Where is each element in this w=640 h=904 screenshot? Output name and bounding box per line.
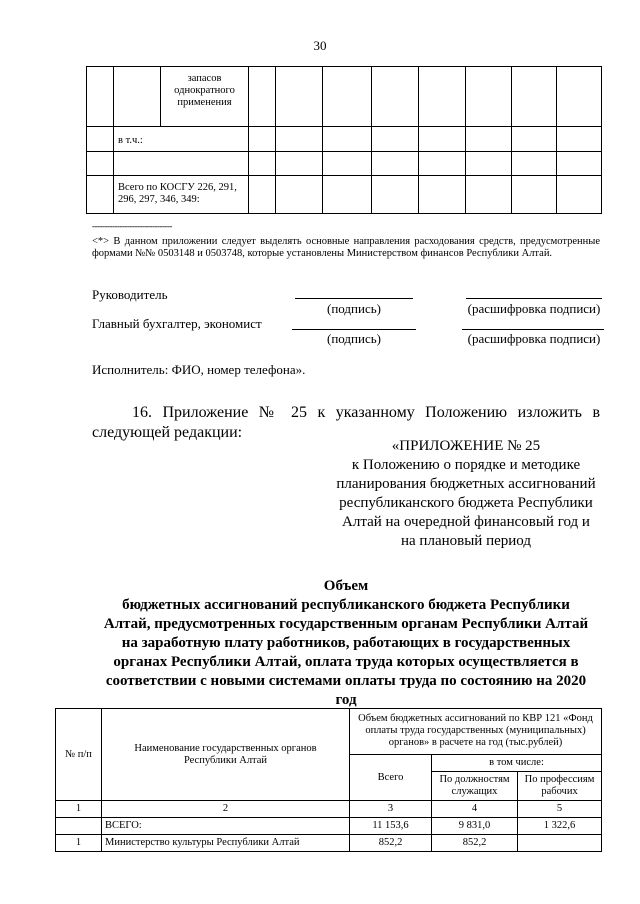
table-row: 1 Министерство культуры Республики Алтай 852,2 852,2 xyxy=(56,835,602,852)
head-signature-line xyxy=(295,298,413,299)
table-row xyxy=(87,152,602,176)
heading-title: Объем xyxy=(323,578,369,594)
header-num: № п/п xyxy=(56,709,102,801)
table-row xyxy=(87,127,602,152)
paragraph-line-1: 16. Приложение № 25 к указанному Положению изложить в xyxy=(132,404,600,421)
header-volume: Объем бюджетных ассигнований по КВР 121 «Фонд оплаты труда государственных (муниципальных) органов» в расчете на год (тыс.рублей) xyxy=(350,709,602,755)
table-header-row xyxy=(56,709,602,755)
head-decoding-line xyxy=(466,298,602,299)
column-number-row: 1 2 3 4 5 xyxy=(56,801,602,818)
page-number: 30 xyxy=(313,38,327,53)
footnote-separator: -------------------------------- xyxy=(92,221,172,231)
row-subitem: запасов однократного применения xyxy=(161,67,249,127)
table-row xyxy=(87,176,602,214)
head-decoding-caption: (расшифровка подписи) xyxy=(467,301,601,316)
document-heading: Объем бюджетных ассигнований республиканского бюджета Республики Алтай, предусмотренных государственным органам Республики Алтай на заработную плату работников, работающих в государственных органах Республики Алтай, оплата труда которых осуществляется в соответствии с новыми системами оплаты труда по состоянию на 2020 год xyxy=(92,577,600,710)
continuation-table xyxy=(86,66,602,214)
allocations-table xyxy=(55,708,602,852)
row-total-label: Всего по КОСГУ 226, 291, 296, 297, 346, 349: xyxy=(114,176,249,214)
header-name: Наименование государственных органов Республики Алтай xyxy=(102,709,350,801)
header-including: в том числе: xyxy=(432,755,602,772)
row-label: в т.ч.: xyxy=(114,127,249,152)
header-positions: По должностям служащих xyxy=(432,772,518,801)
executor-line: Исполнитель: ФИО, номер телефона». xyxy=(92,362,306,377)
row-name: Министерство культуры Республики Алтай xyxy=(102,835,350,852)
paragraph-line-2: следующей редакции: xyxy=(92,424,243,441)
head-signature-caption: (подпись) xyxy=(327,301,381,316)
accountant-signature-line xyxy=(292,329,416,330)
accountant-label: Главный бухгалтер, экономист xyxy=(92,316,262,331)
accountant-decoding-line xyxy=(462,329,604,330)
table-row: ВСЕГО: 11 153,6 9 831,0 1 322,6 xyxy=(56,818,602,835)
header-professions: По профессиям рабочих xyxy=(518,772,602,801)
accountant-decoding-caption: (расшифровка подписи) xyxy=(467,331,601,346)
footnote-text: <*> В данном приложении следует выделять основные направления расходования средств, предусмотренные формами №№ 0503148 и 0503748, которые установлены Министерством финансов Республики Алтай. xyxy=(92,236,600,259)
appendix-title: «ПРИЛОЖЕНИЕ № 25 xyxy=(391,438,541,454)
head-label: Руководитель xyxy=(92,287,168,302)
accountant-signature-caption: (подпись) xyxy=(327,331,381,346)
header-total: Всего xyxy=(350,755,432,801)
table-row xyxy=(87,67,602,127)
row-name: ВСЕГО: xyxy=(102,818,350,835)
appendix-header: «ПРИЛОЖЕНИЕ № 25 к Положению о порядке и методике планирования бюджетных ассигнований республиканского бюджета Республики Алтай на очередной финансовый год и на плановый период xyxy=(332,437,600,551)
